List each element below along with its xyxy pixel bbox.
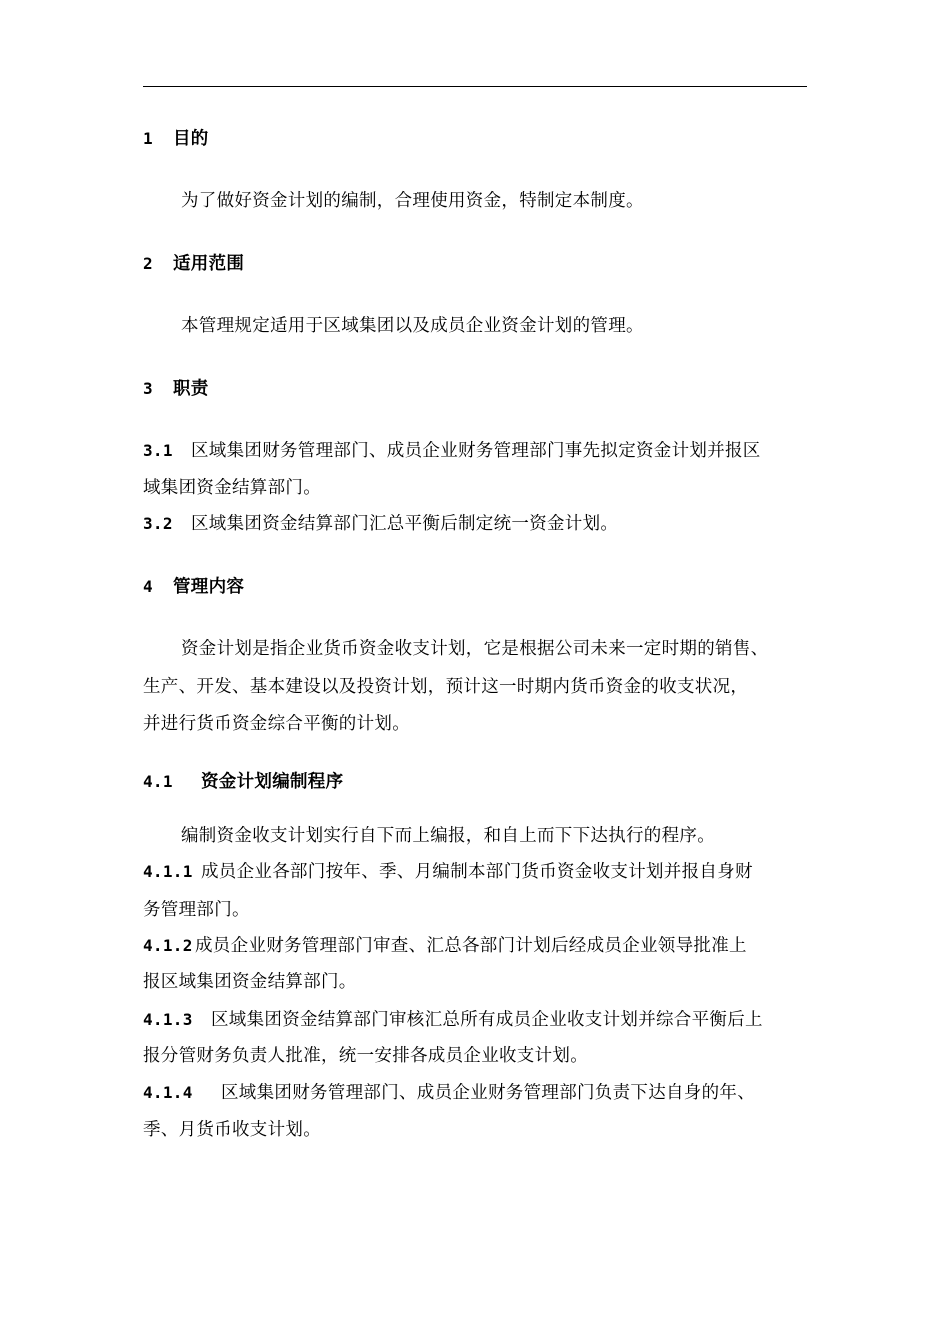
section-1-heading <box>143 128 209 150</box>
item-number: 4.1.3 <box>143 1010 193 1029</box>
section-title: 资金计划编制程序 <box>201 772 344 792</box>
item-number: 3.1 <box>143 441 173 460</box>
item-4-1-4-continued: 季、月货币收支计划。 <box>143 1120 321 1140</box>
section-4-1-intro: 编制资金收支计划实行自下而上编报，和自上而下下达执行的程序。 <box>181 826 715 846</box>
section-4-intro-line-1: 资金计划是指企业货币资金收支计划，它是根据公司未来一定时期的销售、 <box>181 639 769 659</box>
item-3-1-continued: 域集团资金结算部门。 <box>143 478 321 498</box>
item-number: 3.2 <box>143 514 173 533</box>
section-title: 职责 <box>173 379 209 399</box>
section-number: 2 <box>143 254 153 273</box>
section-title: 管理内容 <box>173 577 245 597</box>
section-2-heading <box>143 253 244 275</box>
item-4-1-2-continued: 报区域集团资金结算部门。 <box>143 972 357 992</box>
item-text: 成员企业各部门按年、季、月编制本部门货币资金收支计划并报自身财 <box>201 862 753 882</box>
item-number: 4.1.4 <box>143 1083 193 1102</box>
section-number: 4.1 <box>143 772 173 791</box>
section-4-1-heading <box>143 771 343 793</box>
item-3-2 <box>143 513 618 535</box>
item-4-1-1 <box>143 861 753 883</box>
item-3-1 <box>143 440 761 462</box>
item-4-1-3 <box>143 1009 763 1031</box>
section-title: 目的 <box>173 129 209 149</box>
item-number: 4.1.2 <box>143 936 193 955</box>
item-text: 区域集团资金结算部门审核汇总所有成员企业收支计划并综合平衡后上 <box>211 1010 763 1030</box>
item-4-1-3-continued: 报分管财务负责人批准，统一安排各成员企业收支计划。 <box>143 1046 588 1066</box>
item-4-1-1-continued: 务管理部门。 <box>143 900 250 920</box>
item-4-1-4 <box>143 1082 755 1104</box>
item-number: 4.1.1 <box>143 862 193 881</box>
section-1-body: 为了做好资金计划的编制，合理使用资金，特制定本制度。 <box>181 191 644 211</box>
item-text: 成员企业财务管理部门审查、汇总各部门计划后经成员企业领导批准上 <box>195 936 747 956</box>
section-number: 3 <box>143 379 153 398</box>
item-text: 区域集团资金结算部门汇总平衡后制定统一资金计划。 <box>191 514 619 534</box>
item-text: 区域集团财务管理部门、成员企业财务管理部门负责下达自身的年、 <box>221 1083 755 1103</box>
section-4-intro-line-2: 生产、开发、基本建设以及投资计划，预计这一时期内货币资金的收支状况， <box>143 677 749 697</box>
section-title: 适用范围 <box>173 254 245 274</box>
section-number: 4 <box>143 577 153 596</box>
section-4-intro-line-3: 并进行货币资金综合平衡的计划。 <box>143 714 410 734</box>
item-4-1-2 <box>143 935 747 957</box>
section-3-heading <box>143 378 209 400</box>
section-number: 1 <box>143 129 153 148</box>
header-rule <box>143 86 807 87</box>
item-text: 区域集团财务管理部门、成员企业财务管理部门事先拟定资金计划并报区 <box>191 441 761 461</box>
section-4-heading <box>143 576 244 598</box>
section-2-body: 本管理规定适用于区域集团以及成员企业资金计划的管理。 <box>181 316 644 336</box>
